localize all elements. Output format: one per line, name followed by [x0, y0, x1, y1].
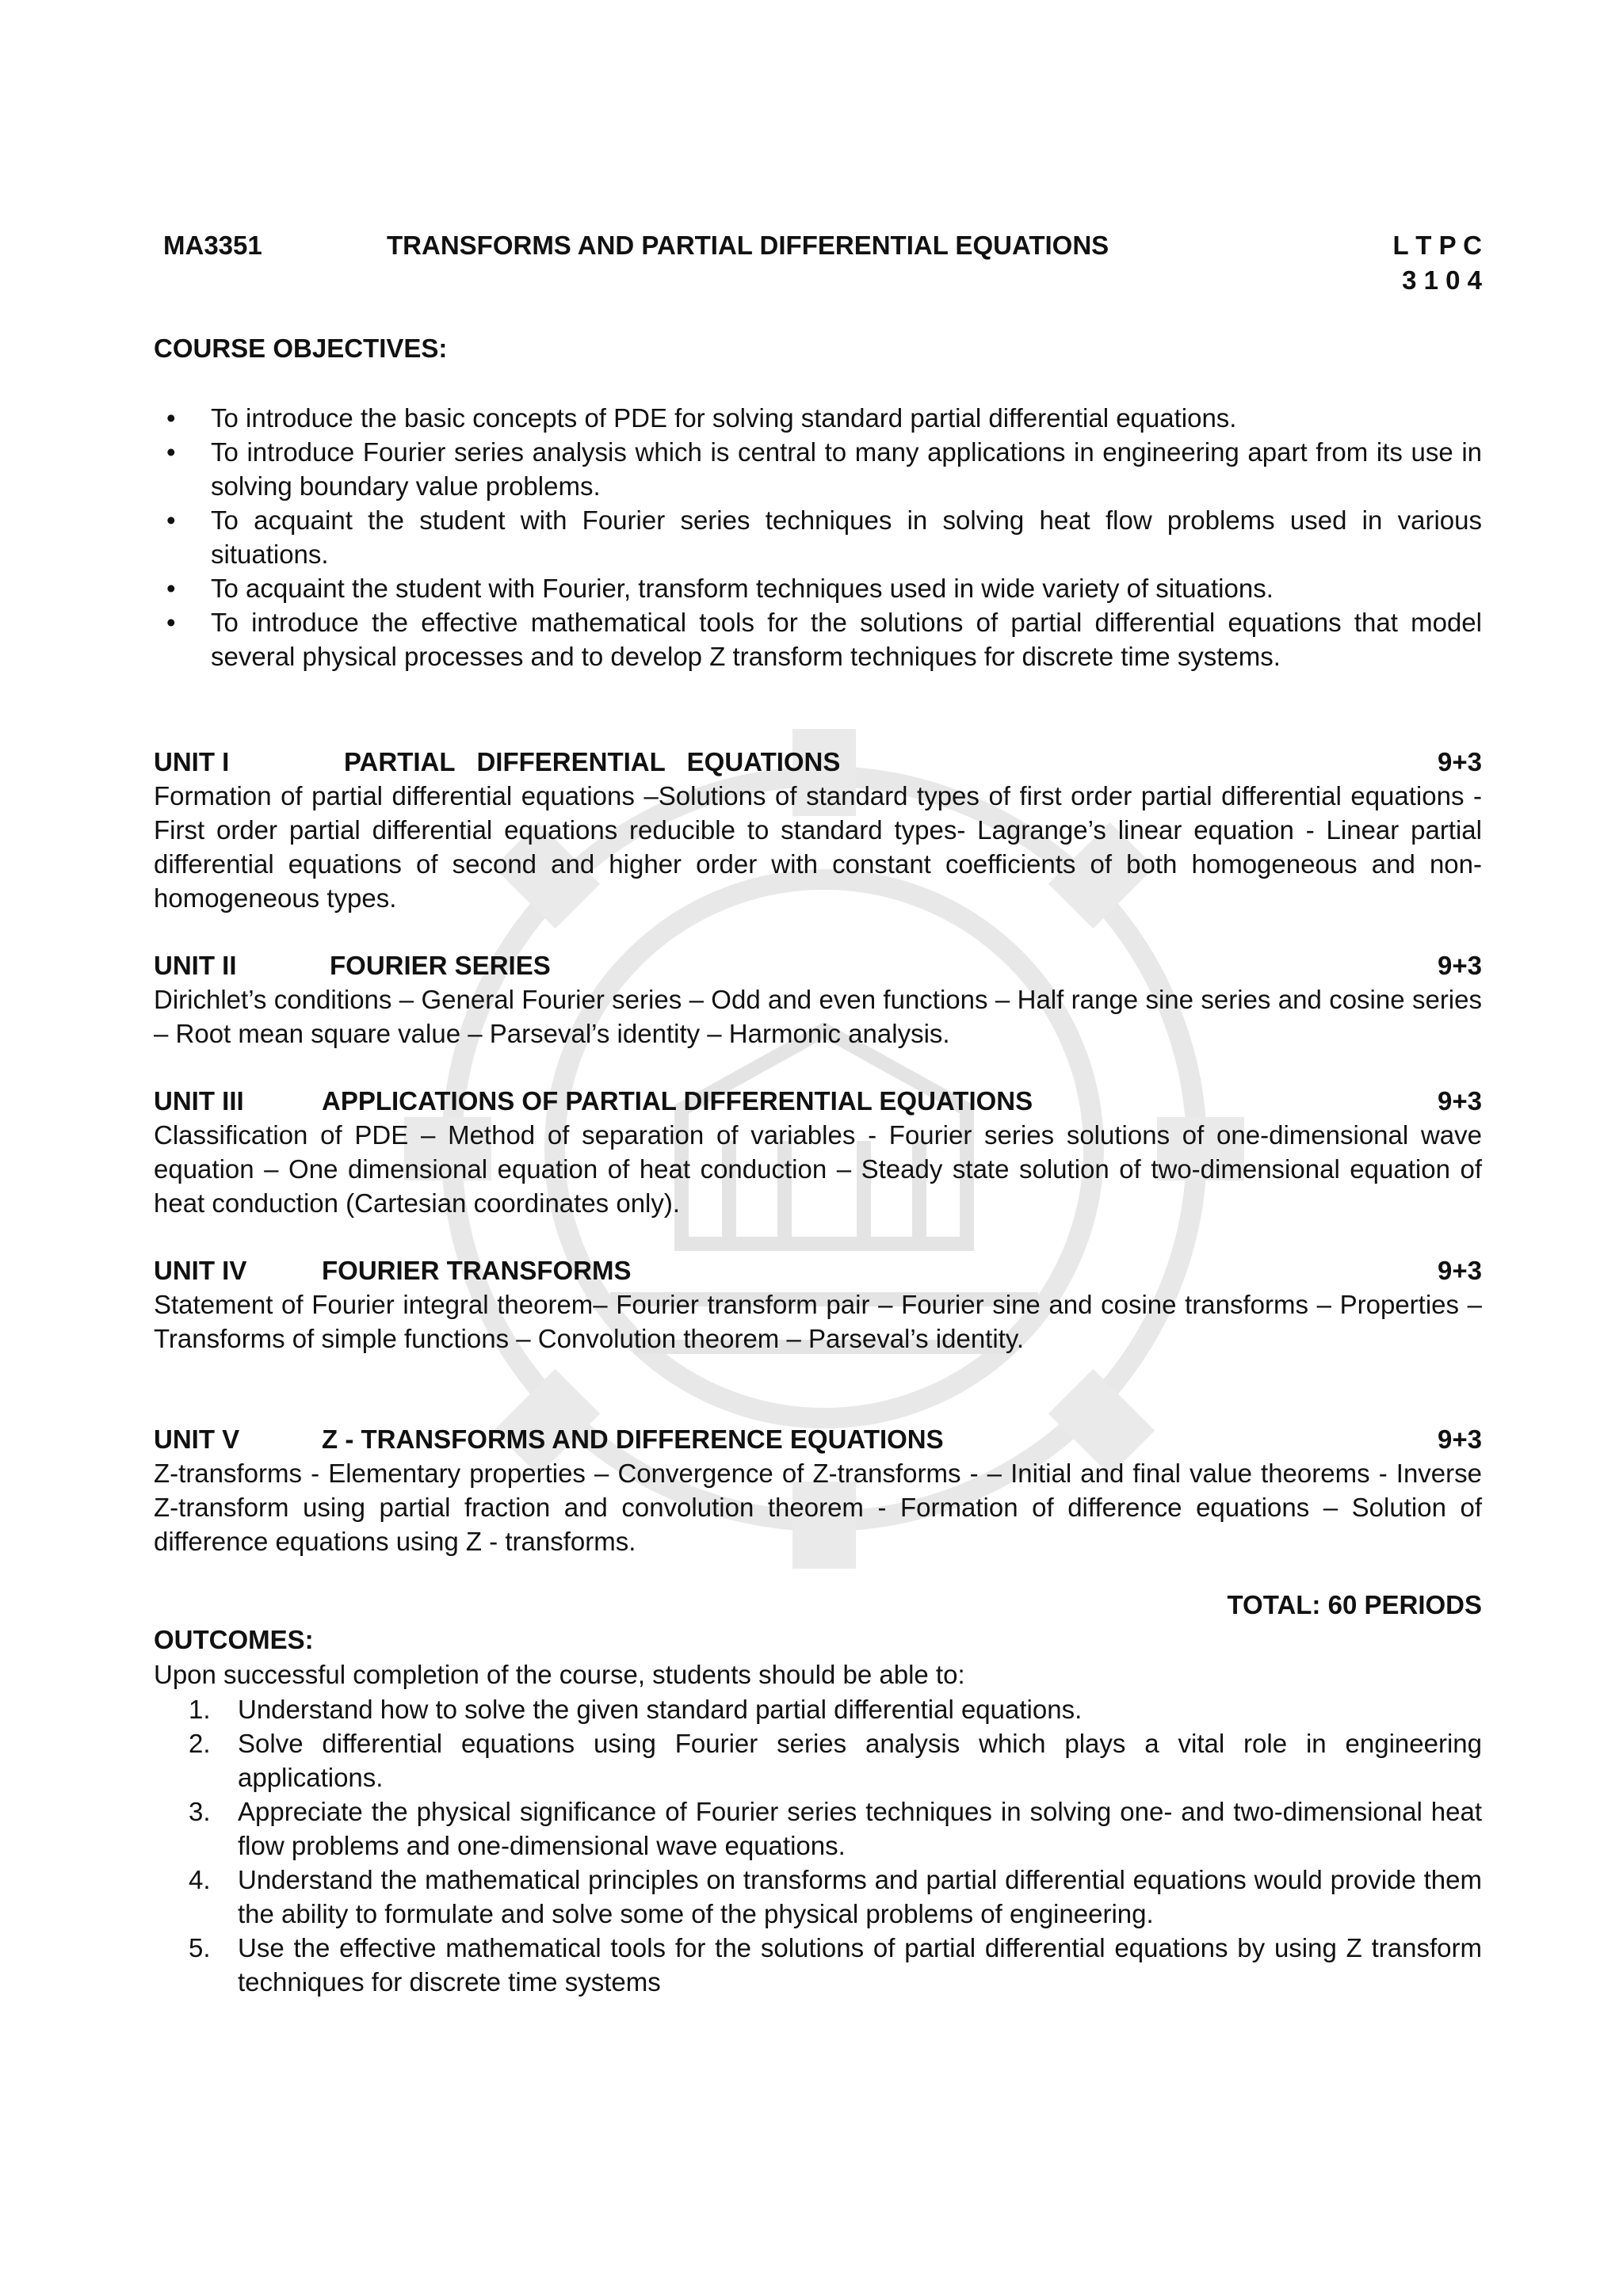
outcome-item — [154, 1692, 1482, 1726]
unit-heading — [154, 1084, 1482, 1118]
unit-heading — [154, 1253, 1482, 1287]
unit-label: UNIT I — [154, 747, 230, 776]
unit-title: FOURIER SERIES — [330, 951, 551, 980]
unit-4 — [154, 1253, 1482, 1356]
unit-hours: 9+3 — [1438, 747, 1482, 776]
unit-2 — [154, 948, 1482, 1051]
total-periods: TOTAL: 60 PERIODS — [1227, 1590, 1482, 1619]
course-code: MA3351 — [163, 231, 262, 260]
objective-item: • To acquaint the student with Fourier, transform techniques used in wide variety of situations. — [154, 571, 1482, 605]
outcome-item — [154, 1794, 1482, 1863]
unit-hours: 9+3 — [1438, 951, 1482, 980]
outcome-text: Use the effective mathematical tools for the solutions of partial differential equations by using Z transform techniques for discrete time systems — [238, 1933, 1482, 1997]
unit-label: UNIT II — [154, 951, 237, 980]
ltpc-block — [1393, 228, 1482, 298]
objectives-heading: COURSE OBJECTIVES: — [154, 334, 448, 363]
objective-item: • To acquaint the student with Fourier series techniques in solving heat flow problems used in various situations. — [154, 503, 1482, 571]
outcome-number: 3. — [189, 1797, 211, 1826]
unit-content: Dirichlet’s conditions – General Fourier series – Odd and even functions – Half range sine series and cosine series – Root mean square value – Parseval’s identity – Harmonic analysis. — [154, 985, 1482, 1048]
outcome-item — [154, 1726, 1482, 1794]
ltpc-values: 3 1 0 4 — [1402, 265, 1482, 295]
outcome-item — [154, 1931, 1482, 1999]
unit-hours: 9+3 — [1438, 1425, 1482, 1454]
unit-title: Z - TRANSFORMS AND DIFFERENCE EQUATIONS — [322, 1425, 944, 1454]
objective-item: • To introduce the effective mathematical tools for the solutions of partial differential equations that model several physical processes and to develop Z transform techniques for discrete time systems. — [154, 605, 1482, 673]
outcome-text: Appreciate the physical significance of Fourier series techniques in solving one- and two-dimensional heat flow problems and one-dimensional wave equations. — [238, 1797, 1482, 1860]
unit-content: Formation of partial differential equations –Solutions of standard types of first order partial differential equations - First order partial differential equations reducible to standard types- Lagrange’s linear equation - Linear partial differential equations of second and higher order with constant coefficients of both homogeneous and non-homogeneous types. — [154, 781, 1482, 913]
unit-content: Classification of PDE – Method of separation of variables - Fourier series solutions of one-dimensional wave equation – One dimensional equation of heat conduction – Steady state solution of two-dimensional equation of heat conduction (Cartesian coordinates only). — [154, 1120, 1482, 1218]
unit-hours: 9+3 — [1438, 1086, 1482, 1116]
unit-heading — [154, 1422, 1482, 1456]
unit-heading — [154, 745, 1482, 779]
unit-3 — [154, 1084, 1482, 1220]
outcome-item — [154, 1863, 1482, 1931]
objectives-list — [154, 401, 1482, 673]
unit-label: UNIT V — [154, 1425, 240, 1454]
unit-1 — [154, 745, 1482, 915]
unit-title: PARTIAL DIFFERENTIAL EQUATIONS — [344, 747, 841, 776]
outcomes-list — [154, 1692, 1482, 1999]
objective-item: • To introduce the basic concepts of PDE for solving standard partial differential equations. — [154, 401, 1482, 435]
outcome-number: 2. — [189, 1729, 211, 1758]
outcome-number: 5. — [189, 1933, 211, 1962]
outcomes-intro: Upon successful completion of the course, students should be able to: — [154, 1660, 965, 1689]
outcome-number: 4. — [189, 1865, 211, 1894]
course-title: TRANSFORMS AND PARTIAL DIFFERENTIAL EQUATIONS — [387, 231, 1109, 260]
outcome-text: Understand the mathematical principles on transforms and partial differential equations would provide them the ability to formulate and solve some of the physical problems of engineering. — [238, 1865, 1482, 1928]
unit-label: UNIT III — [154, 1086, 244, 1116]
outcome-text: Solve differential equations using Fourier series analysis which plays a vital role in engineering applications. — [238, 1729, 1482, 1792]
ltpc-labels: L T P C — [1392, 231, 1482, 260]
unit-label: UNIT IV — [154, 1256, 247, 1285]
objective-item: • To introduce Fourier series analysis which is central to many applications in engineering apart from its use in solving boundary value problems. — [154, 435, 1482, 503]
unit-title: APPLICATIONS OF PARTIAL DIFFERENTIAL EQUATIONS — [322, 1086, 1033, 1116]
outcome-number: 1. — [189, 1695, 211, 1724]
unit-title: FOURIER TRANSFORMS — [322, 1256, 632, 1285]
outcomes-heading: OUTCOMES: — [154, 1625, 314, 1654]
unit-hours: 9+3 — [1438, 1256, 1482, 1285]
outcome-text: Understand how to solve the given standard partial differential equations. — [238, 1695, 1083, 1724]
unit-5 — [154, 1422, 1482, 1558]
unit-content: Statement of Fourier integral theorem– Fourier transform pair – Fourier sine and cosine transforms – Properties – Transforms of simple functions – Convolution theorem – Parseval’s identity. — [154, 1290, 1482, 1353]
unit-content: Z-transforms - Elementary properties – Convergence of Z-transforms - – Initial and final value theorems - Inverse Z-transform using partial fraction and convolution theorem - Formation of difference equations – Solution of difference equations using Z - transforms. — [154, 1459, 1482, 1556]
unit-heading — [154, 948, 1482, 982]
